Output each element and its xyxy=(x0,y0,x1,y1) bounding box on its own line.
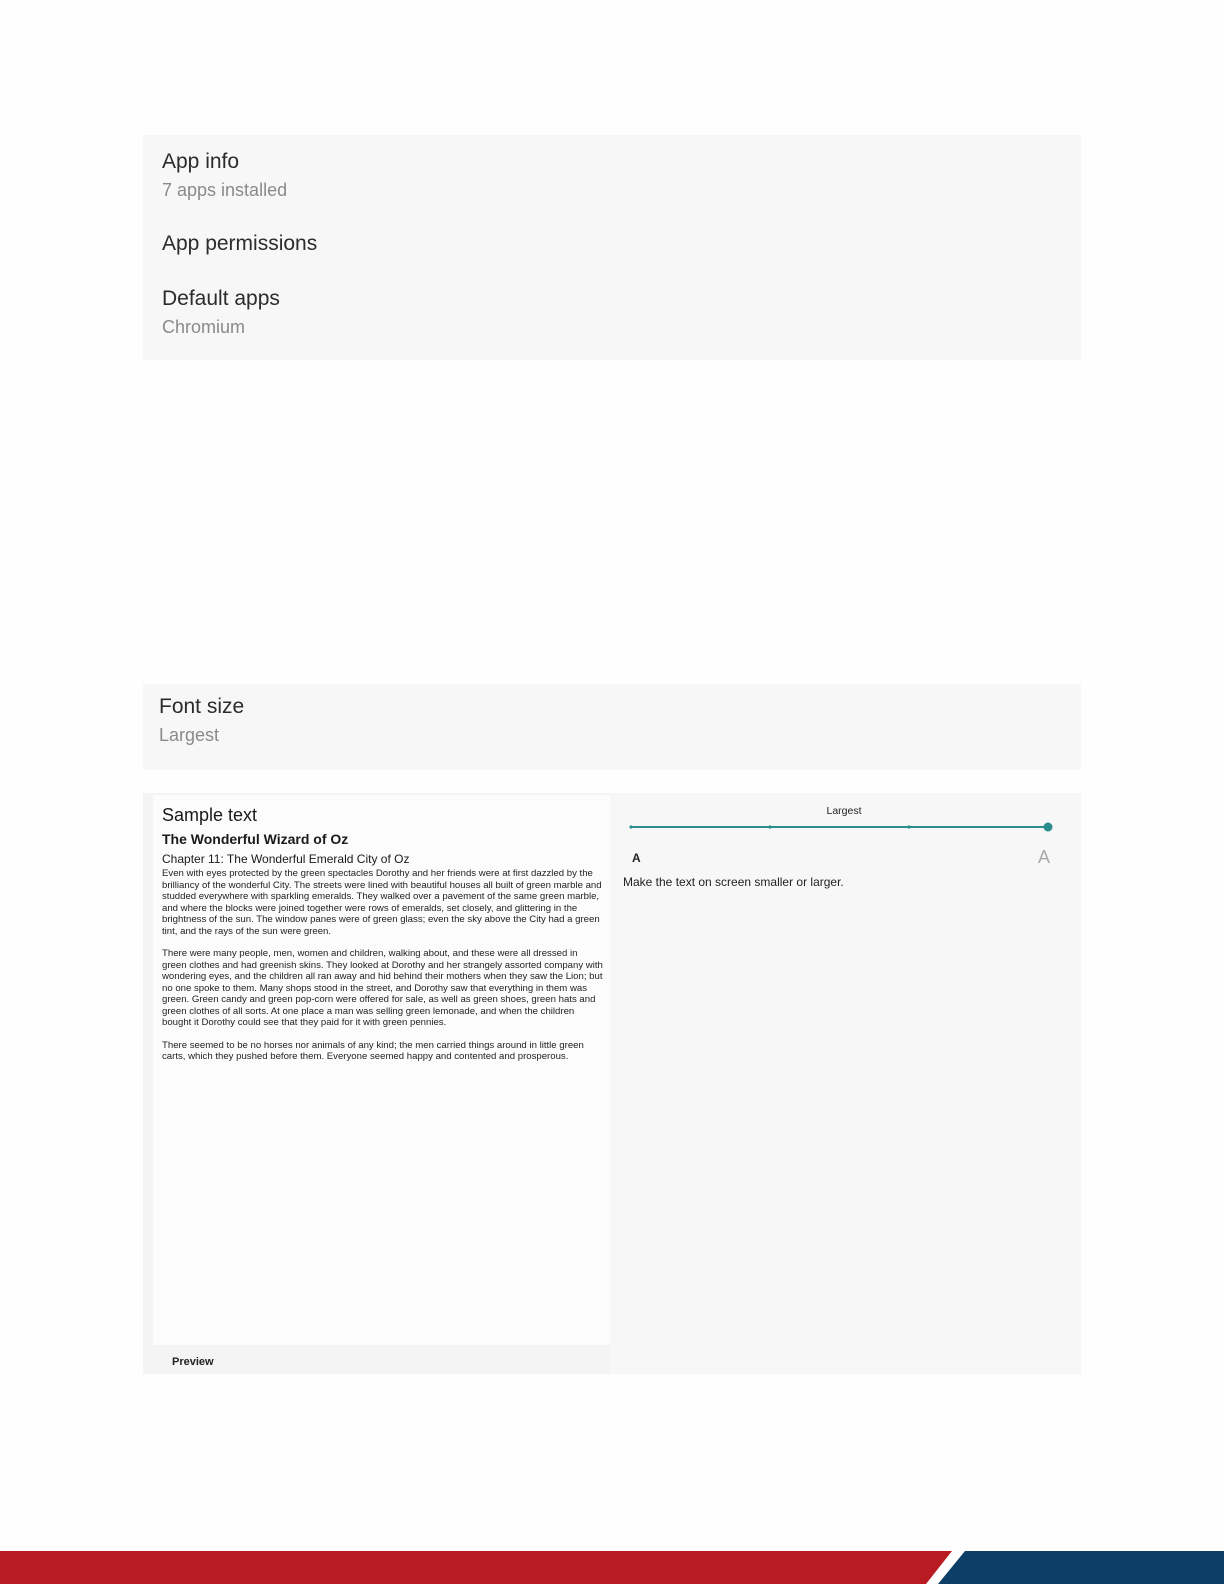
slider-caption: Make the text on screen smaller or larger. xyxy=(623,875,844,889)
app-info-item[interactable] xyxy=(162,149,287,202)
preview-label: Preview xyxy=(172,1356,214,1368)
footer-red-stripe xyxy=(0,1551,952,1584)
sample-paragraph: There seemed to be no horses nor animals of any kind; the men carried things around in little green carts, which they pushed before them. Everyone seemed happy and contented and prosperous. xyxy=(162,1039,584,1062)
apps-settings-card xyxy=(143,135,1081,360)
slider-tick[interactable] xyxy=(768,825,771,828)
slider-value-label: Largest xyxy=(826,805,862,817)
font-size-subtitle: Largest xyxy=(159,725,220,745)
app-info-subtitle: 7 apps installed xyxy=(162,180,288,200)
chapter-title: Chapter 11: The Wonderful Emerald City of Oz xyxy=(162,852,410,866)
slider-max-label: A xyxy=(1038,847,1051,867)
slider-thumb[interactable] xyxy=(1044,823,1053,832)
font-size-slider-panel xyxy=(610,793,1081,1374)
font-size-item[interactable] xyxy=(159,694,244,747)
footer-brand-band xyxy=(0,1551,1224,1584)
font-size-slider[interactable] xyxy=(610,819,1081,839)
app-permissions-item[interactable] xyxy=(162,231,317,257)
sample-paragraph: Even with eyes protected by the green spectacles Dorothy and her friends were at first dazzled by the brilliancy of the wonderful City. The streets were lined with beautiful houses all built of green marble and studded everywhere with sparkling emeralds. They walked over a pavement of the same green marble, and where the blocks were joined together were rows of emeralds, set closely, and glittering in the brightness of the sun. The window panes were of green glass; even the sky above the City had a green tint, and the rays of the sun were green. xyxy=(162,868,602,937)
default-apps-subtitle: Chromium xyxy=(162,317,246,337)
default-apps-title: Default apps xyxy=(162,287,280,310)
slider-min-label: A xyxy=(632,851,641,865)
slider-tick[interactable] xyxy=(629,825,632,828)
book-title: The Wonderful Wizard of Oz xyxy=(162,831,349,847)
font-size-preview-area xyxy=(143,793,1081,1374)
slider-tick[interactable] xyxy=(907,825,910,828)
footer-blue-stripe xyxy=(938,1551,1224,1584)
sample-text-heading: Sample text xyxy=(162,805,258,825)
app-permissions-title: App permissions xyxy=(162,232,318,255)
preview-pane[interactable] xyxy=(153,795,610,1345)
font-size-title: Font size xyxy=(159,695,245,718)
font-size-card xyxy=(143,684,1081,770)
sample-paragraph: There were many people, men, women and children, walking about, and these were all dressed in green clothes and had greenish skins. They looked at Dorothy and her strangely assorted company with wondering eyes, and the children all ran away and hid behind their mothers when they saw the Lion; but no one spoke to them. Many shops stood in the street, and Dorothy saw that everything in them was green. Green candy and green pop-corn were offered for sale, as well as green shoes, green hats and green clothes of all sorts. At one place a man was selling green lemonade, and when the children bought it Dorothy could see that they paid for it with green pennies. xyxy=(162,948,603,1028)
default-apps-item[interactable] xyxy=(162,286,280,339)
app-info-title: App info xyxy=(162,150,240,173)
